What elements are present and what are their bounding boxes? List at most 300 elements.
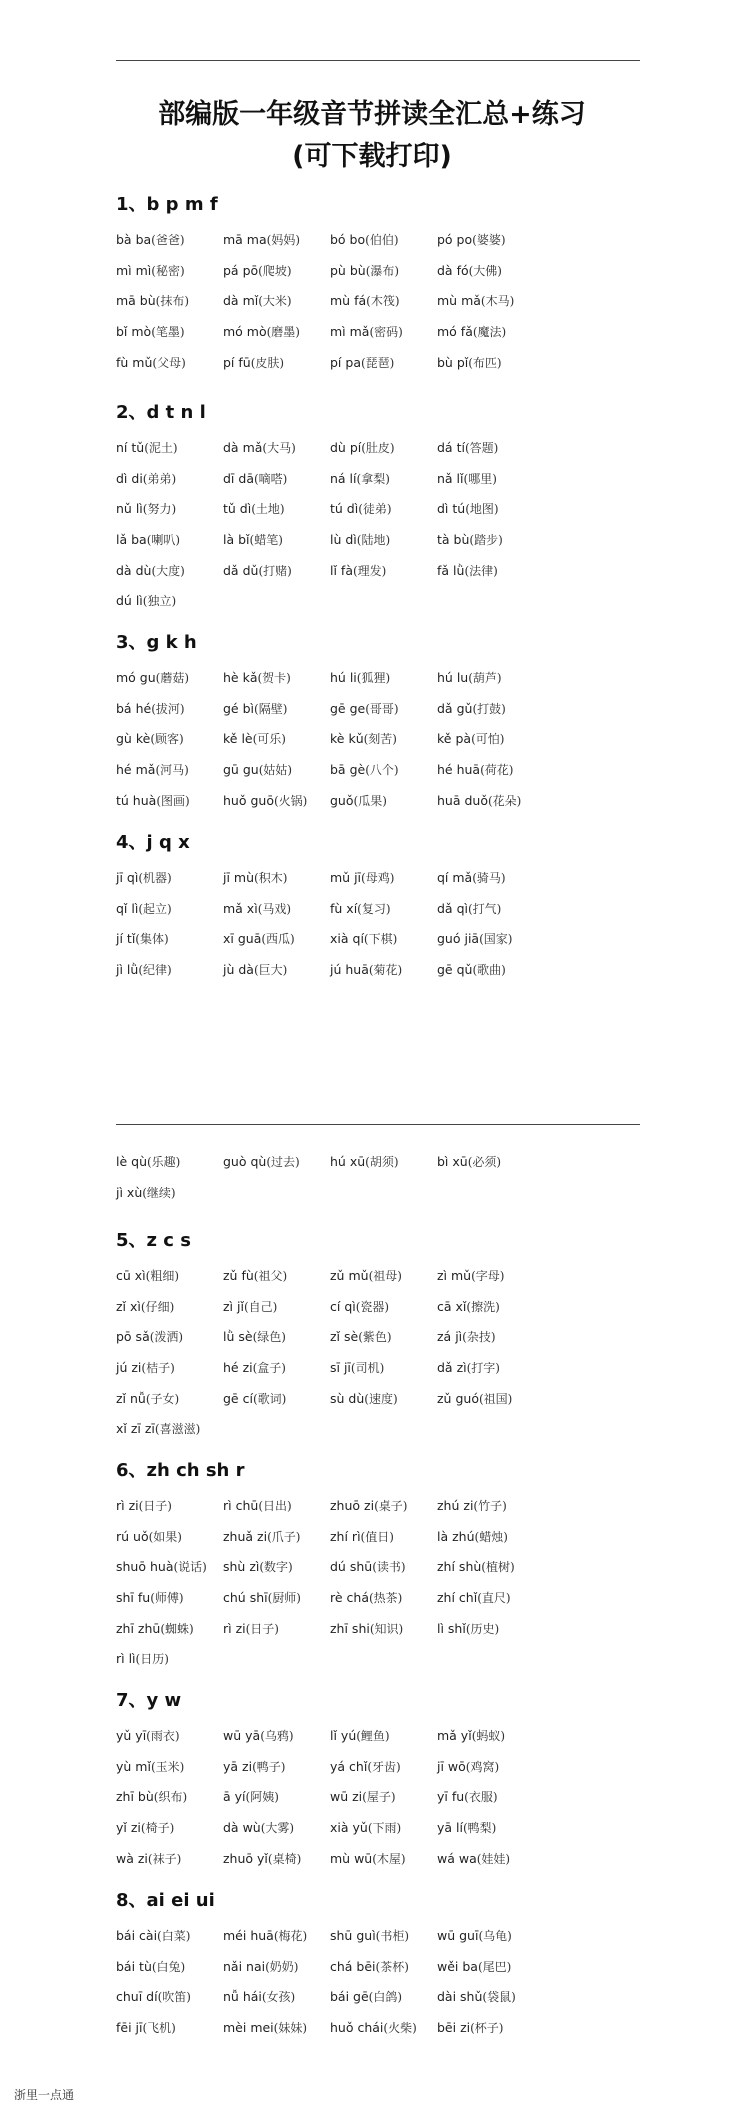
pinyin-text: mā ma [223, 232, 267, 247]
pinyin-text: mó gu [116, 670, 156, 685]
chinese-word: (法律) [464, 563, 498, 578]
chinese-word: (踏步) [469, 533, 503, 548]
chinese-word: (茶杯) [375, 1959, 409, 1974]
pinyin-text: gé bì [223, 700, 255, 716]
word-entry [223, 1522, 330, 1553]
chinese-word: (哪里) [463, 471, 497, 486]
pinyin-text: rì chū [223, 1498, 259, 1513]
word-entry [223, 494, 330, 525]
chinese-word: (父母) [152, 355, 186, 370]
chinese-word: (婆婆) [472, 233, 506, 247]
word-row [116, 1613, 676, 1644]
word-entry [223, 1752, 330, 1783]
pinyin-text: zhí rì [330, 1528, 361, 1544]
word-entry [330, 694, 437, 725]
word-entry [223, 1982, 330, 2013]
chinese-word: (牙齿) [367, 1759, 401, 1774]
word-entry [437, 663, 544, 694]
section-6 [116, 1226, 676, 1444]
chinese-word: (布匹) [468, 355, 502, 370]
word-entry [437, 1782, 544, 1813]
pinyin-text: zǐ nǚ [116, 1390, 146, 1406]
word-entry [116, 1261, 223, 1292]
word-entry [223, 464, 330, 495]
word-entry [223, 317, 330, 348]
pinyin-text: xī guā [223, 931, 262, 947]
word-entry [223, 2013, 330, 2044]
pinyin-text: hé huā [437, 762, 481, 778]
pinyin-text: dài shǔ [437, 1989, 483, 2005]
pinyin-text: yā lí [437, 1820, 463, 1836]
pinyin-text: mì mǎ [330, 324, 370, 340]
pinyin-text: jī wō [437, 1758, 466, 1774]
chinese-word: (陆地) [356, 533, 391, 548]
word-entry [437, 1353, 544, 1384]
chinese-word: (刻苦) [363, 732, 397, 747]
chinese-word: (子女) [145, 1391, 180, 1406]
chinese-word: (隔壁) [254, 701, 288, 716]
chinese-word: (玉米) [150, 1759, 185, 1774]
pinyin-text: shù zì [223, 1559, 260, 1575]
word-row [116, 255, 676, 286]
pinyin-text: lǐ yú [330, 1728, 357, 1743]
chinese-word: (竹子) [473, 1499, 507, 1513]
word-entry [223, 1261, 330, 1292]
word-entry [223, 348, 330, 379]
word-row [116, 1582, 676, 1613]
pinyin-text: fēi jī [116, 2020, 143, 2036]
word-row [116, 1812, 676, 1843]
chinese-word: (吹笛) [157, 1990, 191, 2005]
chinese-word: (自己) [243, 1299, 278, 1314]
pinyin-text: wěi ba [437, 1958, 478, 1974]
chinese-word: (胡须) [365, 1155, 399, 1169]
word-entry [116, 786, 223, 817]
word-entry [330, 1147, 437, 1178]
pinyin-text: mā bù [116, 293, 156, 309]
word-entry [116, 225, 223, 256]
chinese-word: (娃娃) [476, 1851, 511, 1866]
pinyin-text: ní tǔ [116, 440, 145, 455]
chinese-word: (巨大) [253, 963, 288, 978]
chinese-word: (雨衣) [146, 1729, 180, 1743]
section-heading: 4、j q x [116, 832, 190, 853]
pinyin-text: chá bēi [330, 1958, 376, 1974]
word-entry [223, 525, 330, 556]
word-entry [330, 225, 437, 256]
pinyin-text: rì zi [116, 1498, 139, 1513]
chinese-word: (河马) [155, 763, 189, 778]
pinyin-text: nǎ lǐ [437, 470, 464, 486]
pinyin-text: jì xù [116, 1184, 143, 1200]
word-entry [116, 1844, 223, 1875]
chinese-word: (鲤鱼) [356, 1729, 390, 1743]
pinyin-text: lì shǐ [437, 1620, 466, 1636]
word-entry [223, 1813, 330, 1844]
section-heading: 2、d t n l [116, 402, 206, 423]
word-entry [116, 1952, 223, 1983]
chinese-word: (如果) [148, 1529, 182, 1544]
word-entry [223, 755, 330, 786]
chinese-word: (泼洒) [149, 1330, 184, 1345]
chinese-word: (打赌) [258, 563, 292, 578]
pinyin-text: zá jì [437, 1329, 463, 1345]
word-entry [116, 494, 223, 525]
word-entry [116, 1982, 223, 2013]
pinyin-text: pí fū [223, 354, 251, 370]
chinese-word: (粗细) [145, 1269, 180, 1283]
word-entry [437, 1982, 544, 2013]
word-entry [330, 755, 437, 786]
word-entry [223, 433, 330, 464]
pinyin-text: dǎ zì [437, 1360, 467, 1376]
pinyin-text: tǔ dì [223, 501, 252, 517]
pinyin-text: zhuǎ zi [223, 1528, 268, 1544]
pinyin-text: yǔ yī [116, 1728, 147, 1743]
pinyin-text: yù mǐ [116, 1758, 151, 1774]
word-row [116, 1981, 676, 2012]
chinese-word: (紫色) [358, 1330, 392, 1345]
chinese-word: (弟弟) [142, 471, 177, 486]
chinese-word: (机器) [138, 871, 172, 885]
pinyin-text: bēi zi [437, 2020, 471, 2036]
word-entry [330, 1491, 437, 1522]
word-row [116, 585, 676, 616]
word-entry [330, 1721, 437, 1752]
word-entry [437, 924, 544, 955]
chinese-word: (说话) [173, 1560, 207, 1575]
pinyin-text: rì zi [223, 1620, 246, 1636]
word-entry [437, 955, 544, 986]
pinyin-text: rú uǒ [116, 1528, 149, 1544]
word-entry [116, 1384, 223, 1415]
word-row [116, 1490, 676, 1521]
pinyin-text: zǔ fù [223, 1268, 254, 1283]
word-entry [223, 724, 330, 755]
chinese-word: (大马) [262, 441, 296, 455]
pinyin-text: hé mǎ [116, 762, 156, 778]
chinese-word: (泥土) [144, 441, 178, 455]
chinese-word: (速度) [364, 1391, 398, 1406]
chinese-word: (织布) [153, 1790, 188, 1805]
pinyin-text: kě lè [223, 731, 253, 747]
word-entry [223, 556, 330, 587]
chinese-word: (日出) [258, 1499, 292, 1513]
pinyin-text: mǎ yǐ [437, 1728, 472, 1743]
word-entry [116, 317, 223, 348]
pinyin-text: zǔ mǔ [330, 1268, 369, 1283]
chinese-word: (妈妈) [266, 233, 301, 247]
chinese-word: (独立) [142, 594, 177, 609]
pinyin-text: hú xū [330, 1154, 366, 1169]
page-break-divider [116, 1124, 640, 1125]
word-entry [223, 694, 330, 725]
word-entry [116, 1491, 223, 1522]
word-row [116, 723, 676, 754]
chinese-word: (拿梨) [356, 471, 390, 486]
pinyin-text: là bǐ [223, 532, 250, 548]
word-row [116, 432, 676, 463]
pinyin-text: dú lì [116, 593, 143, 609]
word-row [116, 1146, 676, 1177]
chinese-word: (理发) [352, 563, 387, 578]
pinyin-text: bái tù [116, 1958, 152, 1974]
pinyin-text: kè kǔ [330, 731, 364, 747]
word-row [116, 1321, 676, 1352]
pinyin-text: jī mù [223, 870, 255, 885]
word-entry [437, 1384, 544, 1415]
word-row [116, 316, 676, 347]
chinese-word: (梅花) [273, 1929, 308, 1943]
pinyin-text: hé zi [223, 1360, 253, 1376]
word-entry [116, 694, 223, 725]
chinese-word: (擦洗) [466, 1299, 500, 1314]
word-entry [330, 663, 437, 694]
chinese-word: (祖父) [253, 1269, 288, 1283]
word-entry [437, 433, 544, 464]
pinyin-text: ná lí [330, 470, 357, 486]
chinese-word: (鸭子) [252, 1759, 286, 1774]
word-entry [223, 1844, 330, 1875]
chinese-word: (大米) [258, 294, 292, 309]
section-1 [116, 190, 676, 377]
pinyin-text: bà ba [116, 232, 152, 247]
chinese-word: (书柜) [375, 1929, 410, 1943]
pinyin-text: dà dù [116, 562, 152, 578]
pinyin-text: wū zi [330, 1789, 363, 1805]
pinyin-text: nǎi nai [223, 1958, 266, 1974]
word-entry [223, 1147, 330, 1178]
pinyin-text: sù dù [330, 1390, 365, 1406]
chinese-word: (秘密) [151, 263, 185, 278]
chinese-word: (土地) [251, 502, 285, 517]
chinese-word: (复习) [357, 901, 391, 916]
chinese-word: (阿姨) [245, 1790, 279, 1805]
chinese-word: (袜子) [147, 1851, 182, 1866]
pinyin-text: jù dà [223, 962, 254, 978]
pinyin-text: tú dì [330, 501, 359, 517]
word-row [116, 463, 676, 494]
chinese-word: (蜘蛛) [160, 1621, 194, 1636]
pinyin-text: mì mì [116, 262, 152, 278]
word-entry [437, 225, 544, 256]
pinyin-text: guò qù [223, 1154, 267, 1169]
word-entry [437, 1844, 544, 1875]
pinyin-text: wá wa [437, 1850, 477, 1866]
chinese-word: (桔子) [141, 1361, 175, 1376]
pinyin-text: nǚ hái [223, 1989, 262, 2005]
chinese-word: (皮肤) [250, 355, 285, 370]
chinese-word: (蘑菇) [155, 671, 190, 685]
pinyin-text: rì lì [116, 1651, 136, 1667]
pinyin-text: yā zi [223, 1758, 253, 1774]
pinyin-text: tú huà [116, 792, 157, 808]
section-7 [116, 1456, 676, 1674]
chinese-word: (起立) [138, 901, 172, 916]
word-entry [223, 1952, 330, 1983]
word-entry [330, 317, 437, 348]
chinese-word: (绿色) [252, 1330, 286, 1345]
chinese-word: (骑马) [472, 871, 506, 885]
chinese-word: (歌词) [252, 1391, 287, 1406]
word-entry [330, 525, 437, 556]
pinyin-text: lè qù [116, 1154, 147, 1169]
pinyin-text: mù fá [330, 293, 367, 309]
word-entry [116, 663, 223, 694]
word-entry [437, 1721, 544, 1752]
pinyin-text: gē cí [223, 1390, 253, 1406]
word-entry [330, 1752, 437, 1783]
chinese-word: (嘀嗒) [253, 471, 288, 486]
word-entry [116, 1353, 223, 1384]
chinese-word: (伯伯) [365, 233, 399, 247]
pinyin-text: mù mǎ [437, 293, 481, 309]
word-entry [330, 1522, 437, 1553]
word-entry [437, 1292, 544, 1323]
pinyin-text: dú shū [330, 1559, 373, 1575]
pinyin-text: dá tí [437, 440, 465, 455]
chinese-word: (顾客) [150, 732, 184, 747]
chinese-word: (打气) [467, 901, 502, 916]
word-entry [437, 1322, 544, 1353]
pinyin-text: lǎ ba [116, 532, 147, 548]
word-entry [223, 955, 330, 986]
word-row [116, 893, 676, 924]
word-row [116, 1413, 676, 1444]
pinyin-text: zhú zi [437, 1498, 474, 1513]
word-entry [223, 1353, 330, 1384]
word-entry [437, 556, 544, 587]
word-row [116, 662, 676, 693]
word-row [116, 1781, 676, 1812]
word-entry [223, 1921, 330, 1952]
word-entry [223, 1322, 330, 1353]
word-entry [116, 1147, 223, 1178]
word-entry [330, 1261, 437, 1292]
word-row [116, 1352, 676, 1383]
pinyin-text: zǔ guó [437, 1390, 479, 1406]
word-entry [116, 256, 223, 287]
chinese-word: (蚂蚁) [471, 1729, 506, 1743]
word-entry [437, 317, 544, 348]
chinese-word: (可乐) [252, 732, 286, 747]
pinyin-text: pá pō [223, 262, 259, 278]
word-entry [223, 1292, 330, 1323]
section-8 [116, 1686, 676, 1873]
word-entry [437, 1491, 544, 1522]
pinyin-text: nǔ lì [116, 501, 143, 517]
pinyin-text: zǐ sè [330, 1329, 359, 1345]
pinyin-text: bái cài [116, 1928, 158, 1943]
chinese-word: (答题) [464, 441, 499, 455]
pinyin-text: hè kǎ [223, 670, 258, 685]
chinese-word: (姑姑) [258, 763, 293, 778]
pinyin-text: xià yǔ [330, 1820, 368, 1836]
section-heading: 5、z c s [116, 1230, 191, 1251]
chinese-word: (狐狸) [356, 671, 391, 685]
word-entry [116, 433, 223, 464]
section-heading: 7、y w [116, 1690, 182, 1711]
chinese-word: (读书) [372, 1560, 406, 1575]
pinyin-text: mó mò [223, 324, 267, 340]
chinese-word: (葫芦) [468, 671, 502, 685]
chinese-word: (盒子) [252, 1361, 286, 1376]
pinyin-text: huǒ chái [330, 2020, 384, 2036]
page-title: 部编版一年级音节拼读全汇总+练习 [158, 99, 586, 130]
chinese-word: (热茶) [368, 1591, 403, 1606]
word-row [116, 1843, 676, 1874]
pinyin-text: mó fǎ [437, 324, 473, 340]
word-entry [330, 286, 437, 317]
chinese-word: (打鼓) [472, 701, 506, 716]
chinese-word: (瀑布) [365, 263, 400, 278]
word-entry [437, 1614, 544, 1645]
chinese-word: (集体) [135, 932, 169, 947]
chinese-word: (木马) [480, 294, 515, 309]
pinyin-text: jú huā [330, 962, 369, 978]
pinyin-text: xǐ zī zī [116, 1421, 155, 1437]
chinese-word: (大度) [151, 563, 185, 578]
footer-watermark: 浙里一点通 [14, 2088, 75, 2102]
pinyin-text: guó jiā [437, 931, 480, 947]
word-entry [330, 1921, 437, 1952]
chinese-word: (荷花) [480, 763, 514, 778]
chinese-word: (打字) [466, 1361, 500, 1376]
pinyin-text: ā yí [223, 1789, 246, 1805]
word-entry [223, 1721, 330, 1752]
pinyin-text: zhī zhū [116, 1620, 161, 1636]
word-entry [437, 1921, 544, 1952]
word-entry [437, 894, 544, 925]
chinese-word: (瓷器) [355, 1299, 390, 1314]
pinyin-text: lù dì [330, 532, 357, 548]
word-entry [330, 786, 437, 817]
word-row [116, 862, 676, 893]
word-entry [116, 755, 223, 786]
chinese-word: (下棋) [363, 932, 398, 947]
pinyin-text: méi huā [223, 1928, 274, 1943]
pinyin-text: shū guì [330, 1928, 376, 1943]
chinese-word: (杯子) [470, 2021, 504, 2036]
pinyin-text: yī fu [437, 1789, 465, 1805]
word-row [116, 1177, 676, 1208]
chinese-word: (椅子) [140, 1821, 175, 1836]
pinyin-text: pù bù [330, 262, 366, 278]
chinese-word: (厨师) [267, 1591, 301, 1606]
pinyin-text: mǎ xì [223, 900, 258, 916]
chinese-word: (袋鼠) [482, 1990, 516, 2005]
section-9 [116, 1886, 676, 2043]
chinese-word: (乌鸦) [260, 1729, 294, 1743]
chinese-word: (司机) [350, 1361, 385, 1376]
chinese-word: (图画) [156, 793, 190, 808]
word-entry [116, 724, 223, 755]
word-entry [437, 755, 544, 786]
word-entry [116, 525, 223, 556]
word-entry [223, 924, 330, 955]
word-entry [330, 1583, 437, 1614]
word-row [116, 1751, 676, 1782]
word-entry [116, 955, 223, 986]
pinyin-text: hú lu [437, 670, 469, 685]
word-entry [223, 1782, 330, 1813]
word-entry [330, 464, 437, 495]
pinyin-text: huā duǒ [437, 792, 488, 808]
word-entry [223, 286, 330, 317]
word-entry [330, 1353, 437, 1384]
word-row [116, 493, 676, 524]
pinyin-text: xià qí [330, 931, 364, 947]
